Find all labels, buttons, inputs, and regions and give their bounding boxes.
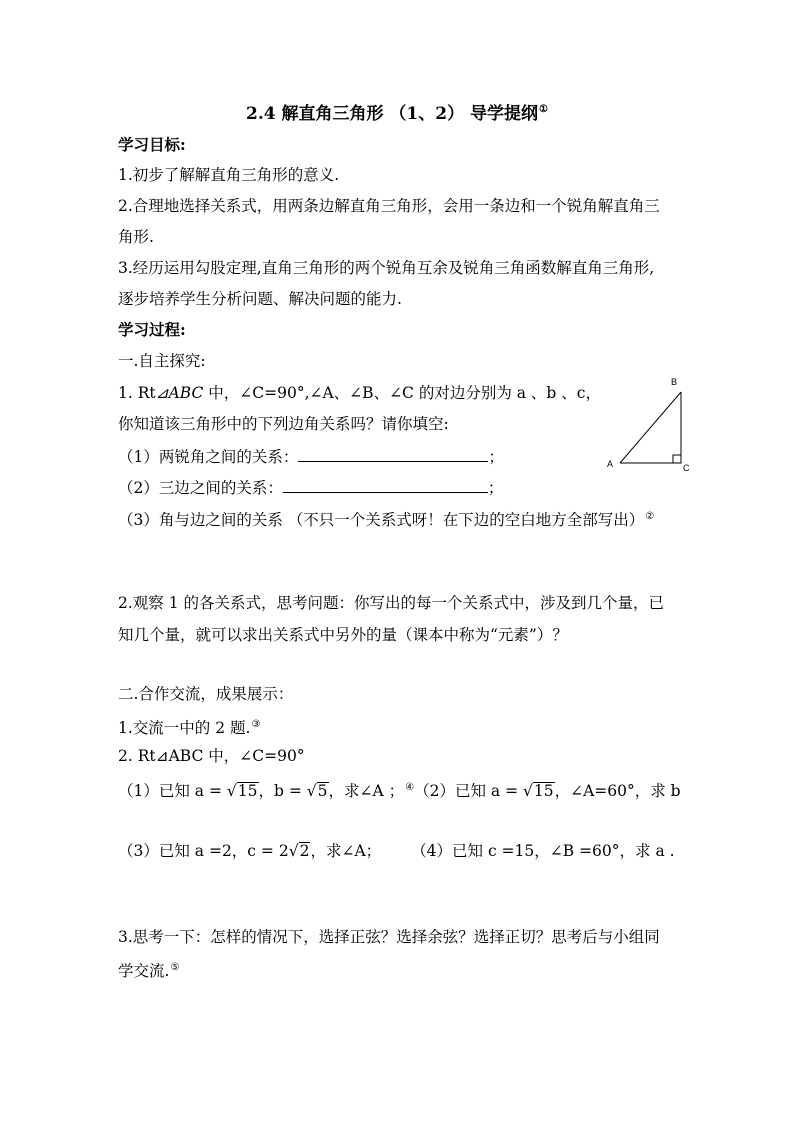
objective-2-cont: 角形. xyxy=(118,228,154,246)
question-1: 1. Rt⊿ABC 中，∠C=90°,∠A、∠B、∠C 的对边分别为 a 、b 、c， xyxy=(118,384,601,402)
problem-row-2: （3）已知 a =2，c = 2√2，求∠A； （4）已知 c =15，∠B =60°，求 a . xyxy=(118,842,675,860)
right-triangle-diagram xyxy=(598,372,698,477)
vertex-b-label: B xyxy=(671,377,678,387)
objective-2: 2.合理地选择关系式，用两条边解直角三角形，会用一条边和一个锐角解直角三 xyxy=(118,197,660,215)
problem-row-1: （1）已知 a = √15，b = √5，求∠A ；④（2）已知 a = √15，∠A=60°，求 b xyxy=(118,782,681,801)
section2-item-1: 1.交流一中的 2 题.③ xyxy=(118,719,261,738)
section2-item-2: 2. Rt⊿ABC 中，∠C=90° xyxy=(118,747,305,765)
vertex-a-label: A xyxy=(607,459,614,469)
fill-line-1: （1）两锐角之间的关系： ； xyxy=(118,445,504,467)
question-3: 3.思考一下：怎样的情况下，选择正弦？选择余弦？选择正切？思考后与小组同 xyxy=(118,928,660,946)
question-2-cont: 知几个量，就可以求出关系式中另外的量（课本中称为“元素”）？ xyxy=(118,626,568,644)
section1-heading: 一.自主探究: xyxy=(118,352,206,370)
objective-3: 3.经历运用勾股定理,直角三角形的两个锐角互余及锐角三角函数解直角三角形, xyxy=(118,259,655,277)
question-2: 2.观察 1 的各关系式，思考问题：你写出的每一个关系式中，涉及到几个量，已 xyxy=(118,594,665,612)
page-title: 2.4 解直角三角形 （1、2） 导学提纲① xyxy=(246,104,548,124)
section2-heading: 二.合作交流，成果展示： xyxy=(118,685,294,703)
answer-blank-1[interactable] xyxy=(298,445,488,462)
objective-1: 1.初步了解解直角三角形的意义. xyxy=(118,166,340,184)
question-1-prompt: 你知道该三角形中的下列边角关系吗？请你填空: xyxy=(118,415,449,433)
footnote-marker: ① xyxy=(539,104,548,116)
fill-line-3: （3）角与边之间的关系 （不只一个关系式呀！在下边的空白地方全部写出）② xyxy=(118,511,655,530)
question-3-cont: 学交流.⑤ xyxy=(118,962,180,981)
fill-line-2: （2）三边之间的关系： ； xyxy=(118,476,503,498)
objective-3-cont: 逐步培养学生分析问题、解决问题的能力. xyxy=(118,290,402,308)
objectives-heading: 学习目标: xyxy=(118,135,186,154)
process-heading: 学习过程: xyxy=(118,320,186,339)
vertex-c-label: C xyxy=(683,463,690,473)
answer-blank-2[interactable] xyxy=(283,476,488,493)
